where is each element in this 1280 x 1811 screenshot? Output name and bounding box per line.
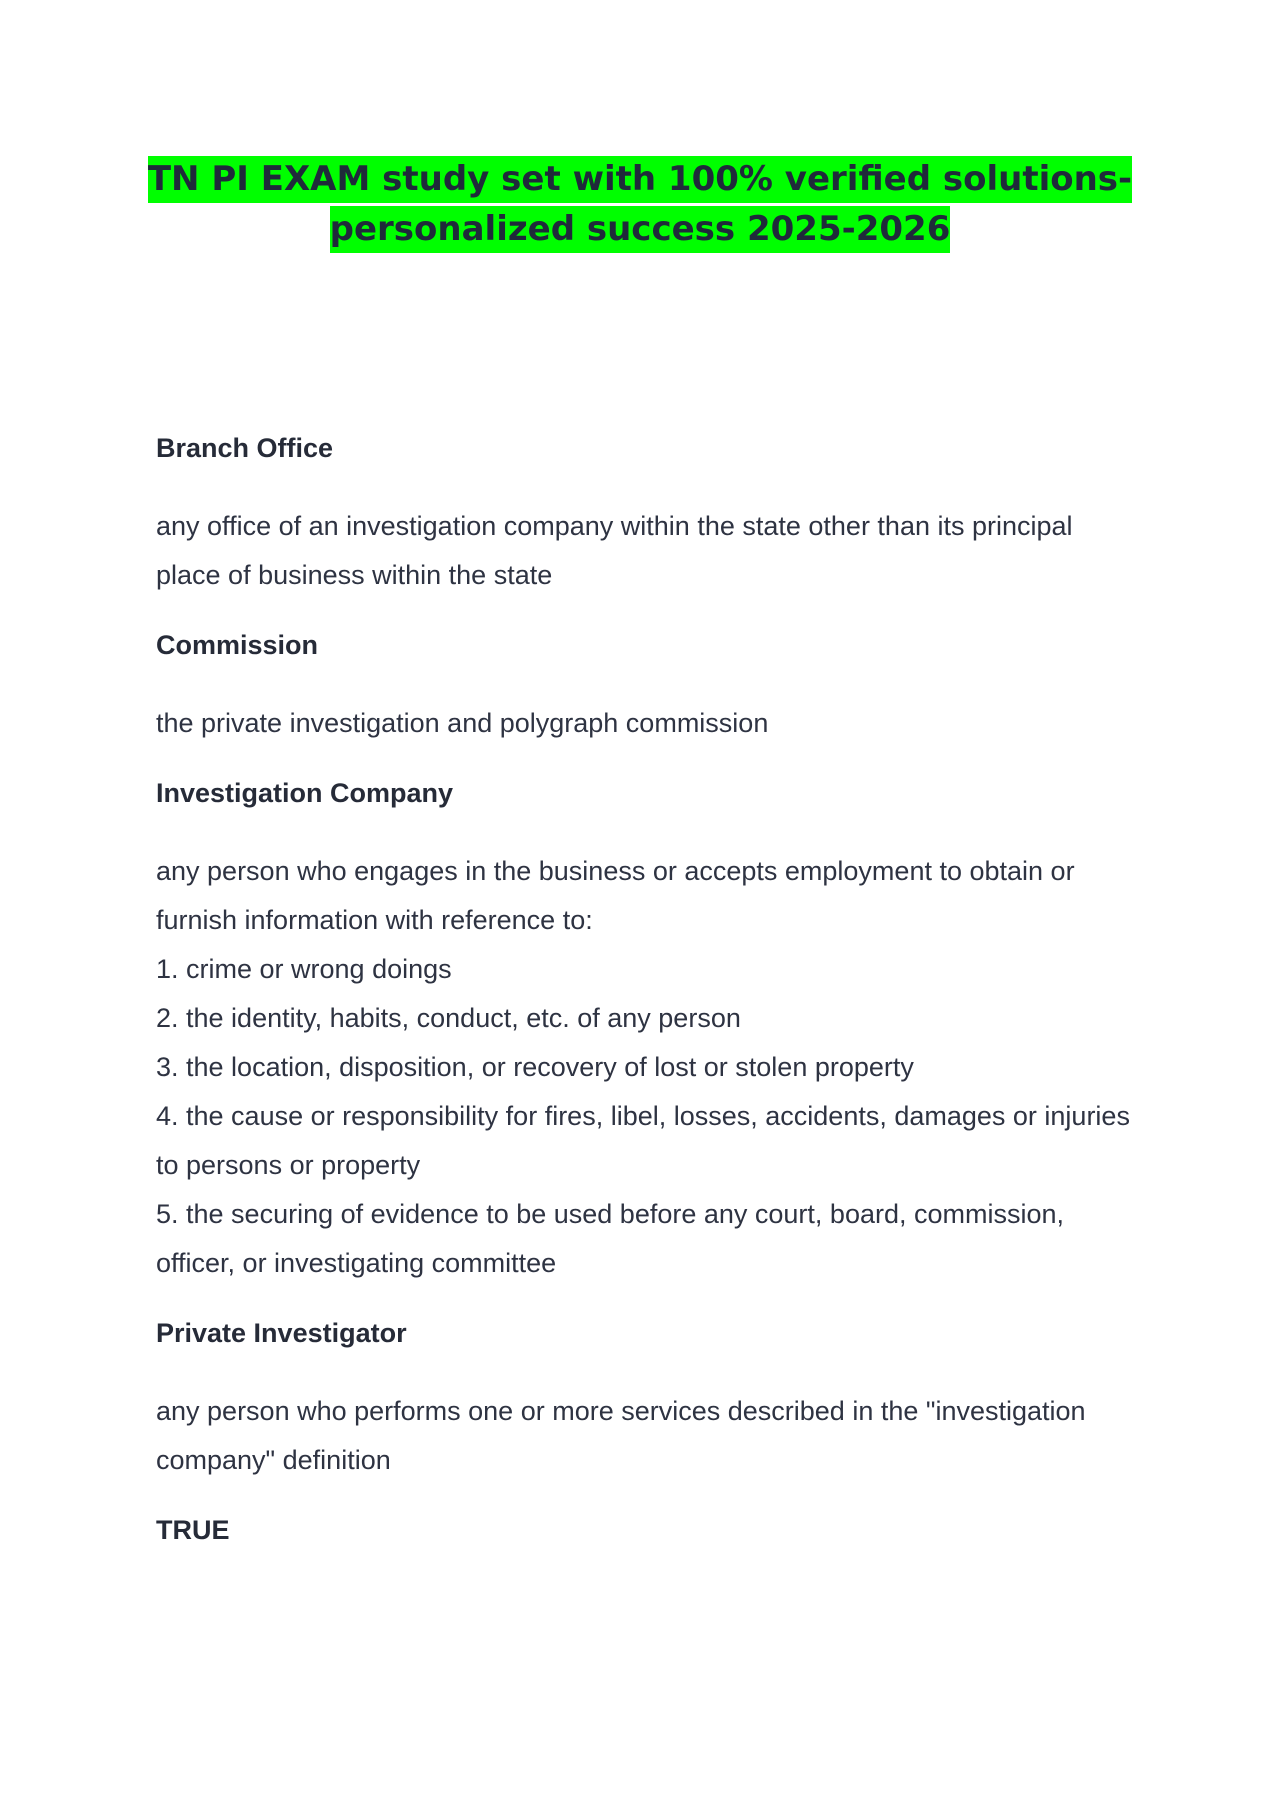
definition-list-item: 4. the cause or responsibility for fires, libel, losses, accidents, damages or injuries to persons or property xyxy=(156,1101,1130,1180)
definition-list-item: 5. the securing of evidence to be used before any court, board, commission, officer, or investigating committee xyxy=(156,1199,1065,1278)
term-heading: Investigation Company xyxy=(156,778,454,808)
definition-line: the private investigation and polygraph commission xyxy=(156,708,769,738)
term-definition xyxy=(156,502,1136,600)
term-definition xyxy=(156,699,1136,748)
document-title xyxy=(140,154,1140,254)
flashcard-list xyxy=(156,428,1136,1584)
title-highlight: TN PI EXAM study set with 100% verified solutions-personalized success 2025-2026 xyxy=(148,156,1132,253)
flashcard-entry xyxy=(156,428,1136,600)
term-heading: Branch Office xyxy=(156,433,334,463)
term-definition xyxy=(156,1387,1136,1485)
flashcard-entry xyxy=(156,625,1136,748)
term-heading: Commission xyxy=(156,630,319,660)
definition-list-item: 1. crime or wrong doings xyxy=(156,954,452,984)
flashcard-entry xyxy=(156,773,1136,1288)
definition-list-item: 2. the identity, habits, conduct, etc. of any person xyxy=(156,1003,741,1033)
term-heading: TRUE xyxy=(156,1515,230,1545)
definition-list-item: 3. the location, disposition, or recovery of lost or stolen property xyxy=(156,1052,914,1082)
flashcard-entry xyxy=(156,1313,1136,1485)
definition-line: any person who performs one or more services described in the "investigation company" definition xyxy=(156,1396,1086,1475)
definition-line: any office of an investigation company within the state other than its principal place of business within the state xyxy=(156,511,1073,590)
flashcard-entry xyxy=(156,1510,1136,1550)
definition-line: any person who engages in the business or accepts employment to obtain or furnish information with reference to: xyxy=(156,856,1075,935)
term-heading: Private Investigator xyxy=(156,1318,407,1348)
term-definition xyxy=(156,847,1136,1288)
